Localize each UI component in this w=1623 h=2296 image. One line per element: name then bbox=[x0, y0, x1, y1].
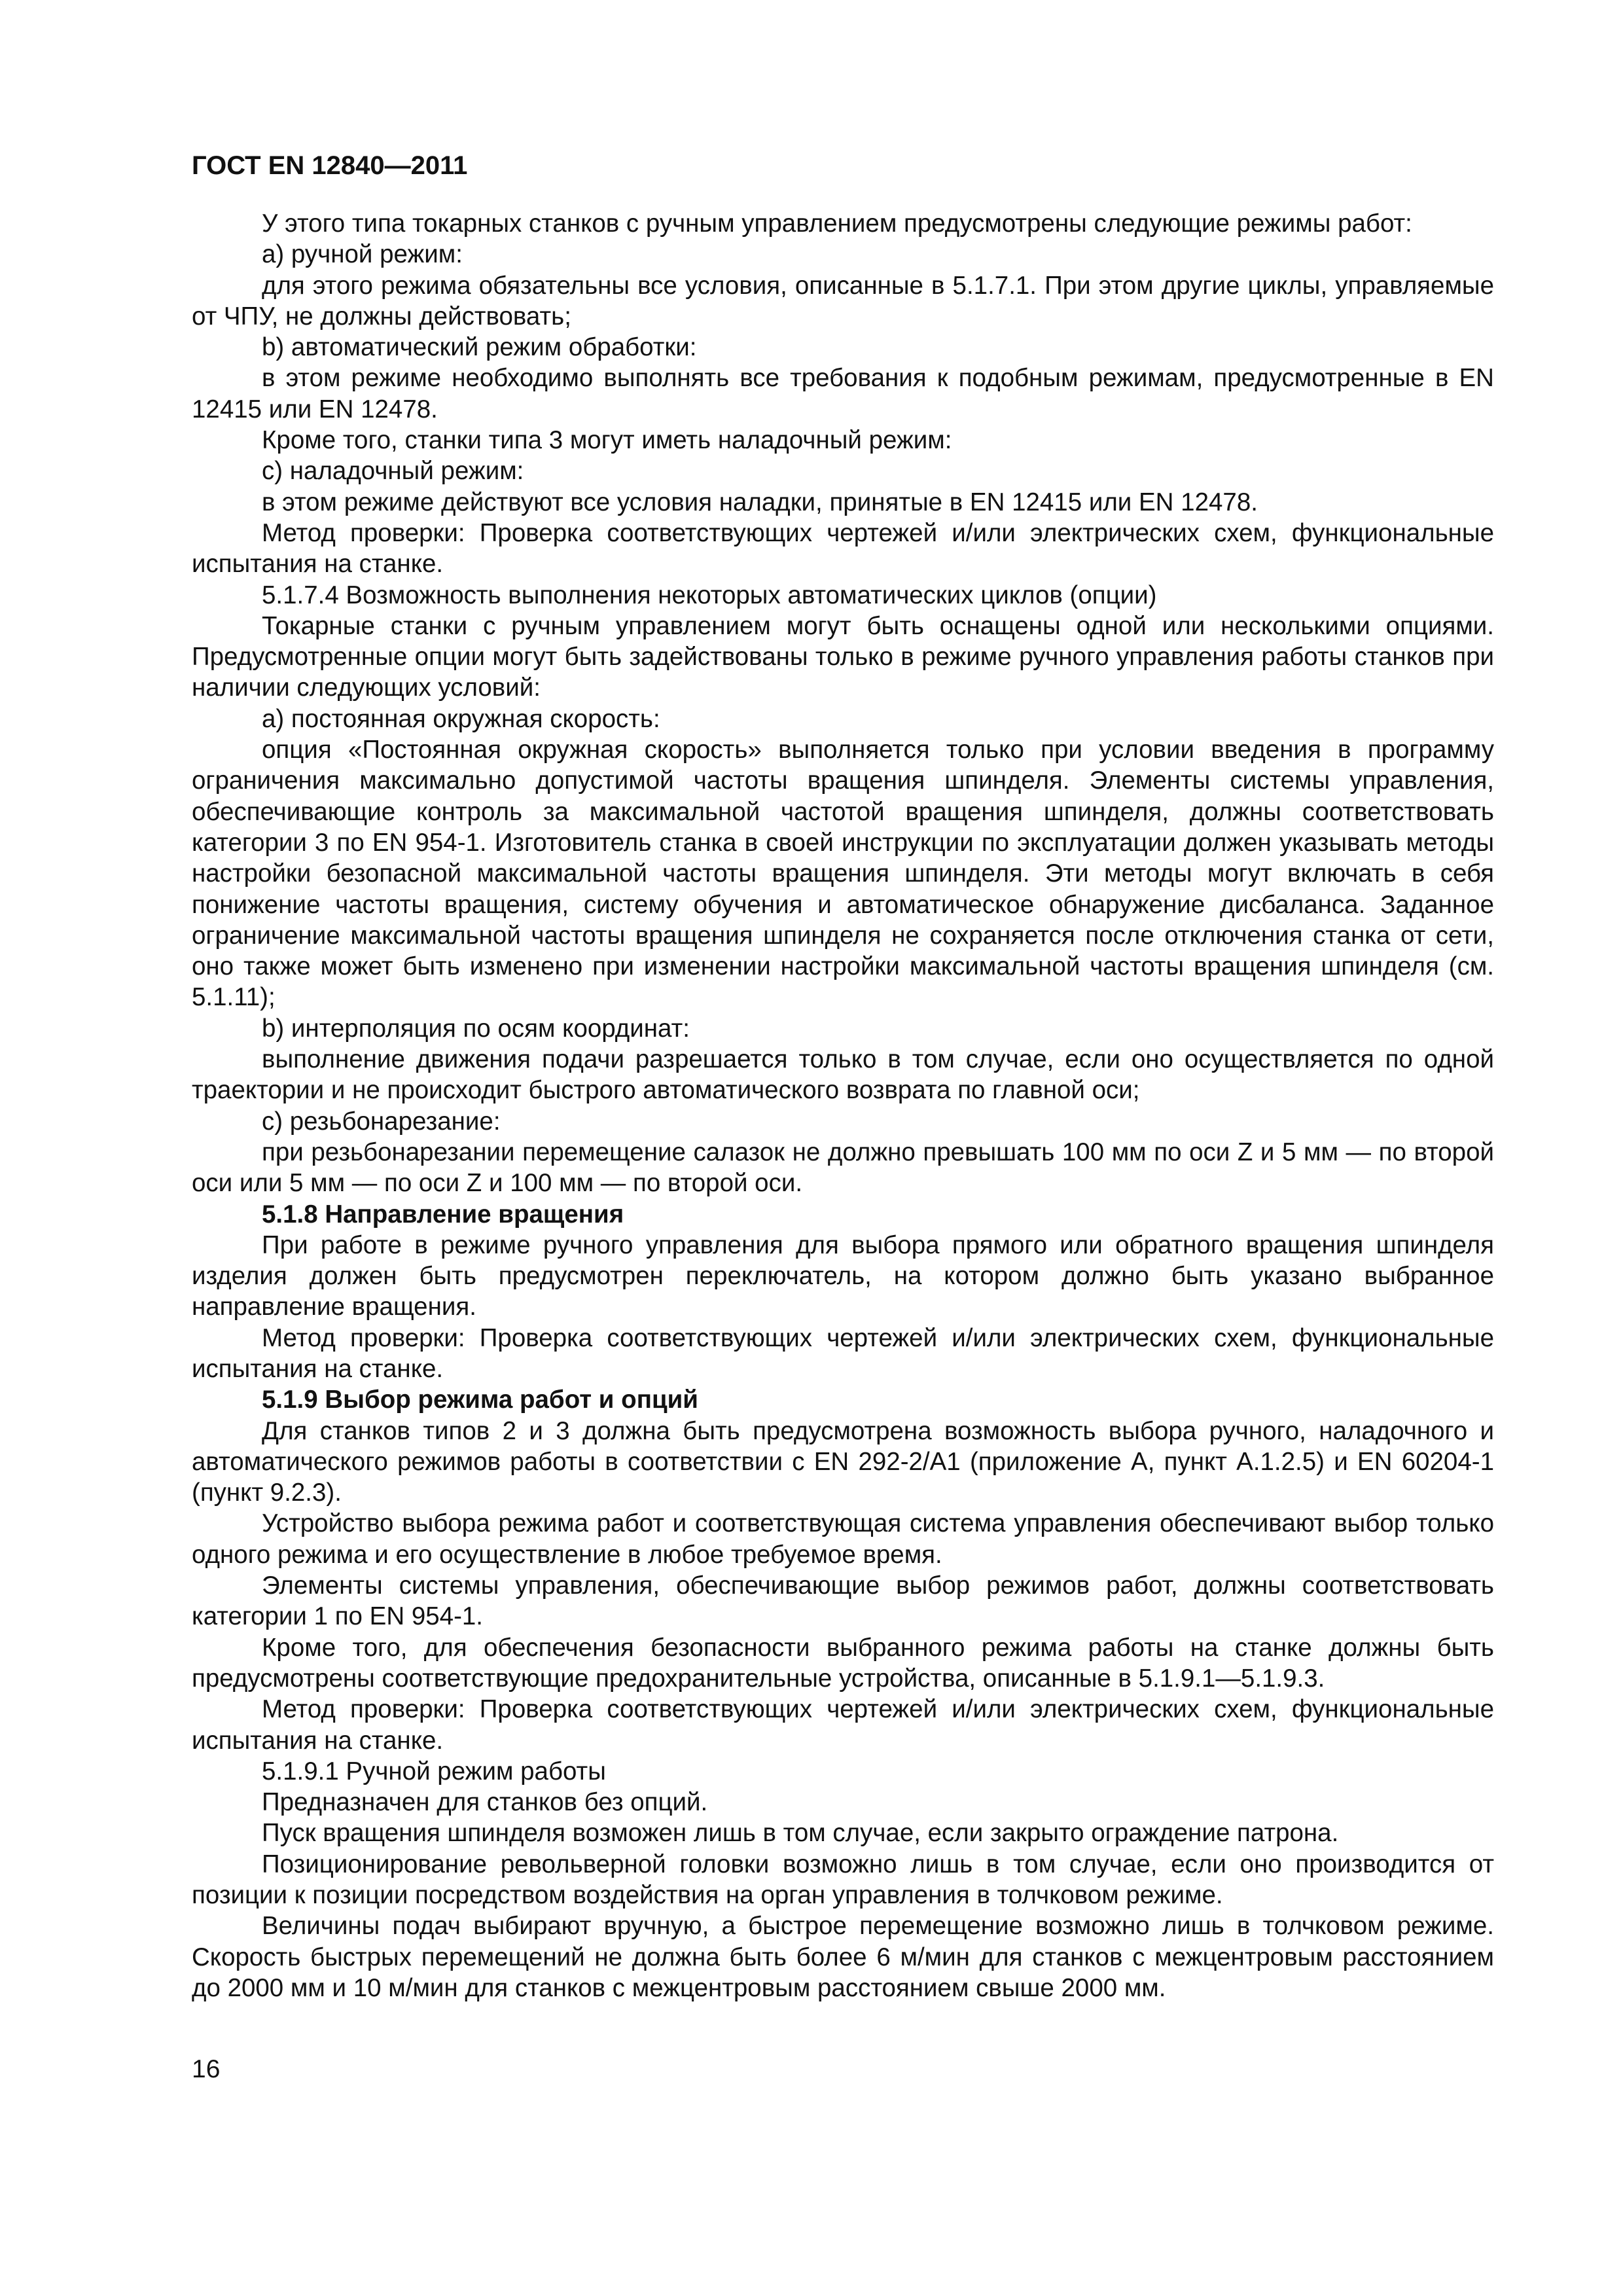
paragraph: выполнение движения подачи разрешается только в том случае, если оно осуществляется по одной траектории и не происходит быстрого автоматического возврата по главной оси; bbox=[192, 1045, 1494, 1105]
paragraph: опция «Постоянная окружная скорость» выполняется только при условии введения в программу ограничения максимально допустимой частоты вращения шпинделя. Элементы системы управления, обеспечивающие контроль за максимальной частотой вращения шпинделя, должны соответствовать категории 3 по EN 954-1. Изготовитель станка в своей инструкции по эксплуатации должен указывать методы настройки безопасной максимальной частоты вращения шпинделя. Эти методы могут включать в себя понижение частоты вращения, систему обучения и автоматическое обнаружение дисбаланса. Заданное ограничение максимальной частоты вращения шпинделя не сохраняется после отключения станка от сети, оно также может быть изменено при изменении настройки максимальной частоты вращения шпинделя (см. 5.1.11); bbox=[192, 736, 1494, 1012]
section-heading: 5.1.9 Выбор режима работ и опций bbox=[262, 1386, 698, 1414]
paragraph: Для станков типов 2 и 3 должна быть предусмотрена возможность выбора ручного, наладочного и автоматического режимов работы в соответствии с EN 292-2/A1 (приложение А, пункт А.1.2.5) и EN 60204-1 (пункт 9.2.3). bbox=[192, 1416, 1494, 1507]
paragraph: Позиционирование револьверной головки возможно лишь в том случае, если оно производится от позиции к позиции посредством воздействия на орган управления в толчковом режиме. bbox=[192, 1850, 1494, 1910]
subsection-heading: 5.1.9.1 Ручной режим работы bbox=[262, 1757, 606, 1785]
paragraph: При работе в режиме ручного управления для выбора прямого или обратного вращения шпинделя изделия должен быть предусмотрен переключатель, на котором должно быть указано выбранное направление вращения. bbox=[192, 1230, 1494, 1321]
page-number: 16 bbox=[192, 2055, 221, 2083]
document-body bbox=[192, 208, 1494, 2003]
paragraph: для этого режима обязательны все условия, описанные в 5.1.7.1. При этом другие циклы, управляемые от ЧПУ, не должны действовать; bbox=[192, 271, 1494, 331]
verification-method: Метод проверки: Проверка соответствующих чертежей и/или электрических схем, функциональные испытания на станке. bbox=[192, 1323, 1494, 1383]
list-item-label: b) автоматический режим обработки: bbox=[262, 333, 697, 362]
subsection-heading: 5.1.7.4 Возможность выполнения некоторых автоматических циклов (опции) bbox=[262, 581, 1157, 609]
paragraph: Элементы системы управления, обеспечивающие выбор режимов работ, должны соответствовать категории 1 по EN 954-1. bbox=[192, 1571, 1494, 1631]
list-item-label: b) интерполяция по осям координат: bbox=[262, 1014, 690, 1043]
paragraph: при резьбонарезании перемещение салазок не должно превышать 100 мм по оси Z и 5 мм — по второй оси или 5 мм — по оси Z и 100 мм — по второй оси. bbox=[192, 1138, 1494, 1198]
paragraph: Кроме того, станки типа 3 могут иметь наладочный режим: bbox=[262, 426, 952, 455]
list-item-label: с) наладочный режим: bbox=[262, 457, 524, 486]
section-heading: 5.1.8 Направление вращения bbox=[262, 1200, 624, 1229]
paragraph: Токарные станки с ручным управлением могут быть оснащены одной или несколькими опциями. Предусмотренные опции могут быть задействованы только в режиме ручного управления работы станков при наличии следующих условий: bbox=[192, 611, 1494, 702]
paragraph: Предназначен для станков без опций. bbox=[262, 1788, 708, 1817]
document-standard-header: ГОСТ EN 12840—2011 bbox=[192, 151, 468, 180]
paragraph: Устройство выбора режима работ и соответствующая система управления обеспечивают выбор только одного режима и его осуществление в любое требуемое время. bbox=[192, 1509, 1494, 1569]
list-item-label: а) постоянная окружная скорость: bbox=[262, 704, 660, 733]
paragraph: Пуск вращения шпинделя возможен лишь в том случае, если закрыто ограждение патрона. bbox=[262, 1819, 1339, 1848]
paragraph: Кроме того, для обеспечения безопасности выбранного режима работы на станке должны быть предусмотрены соответствующие предохранительные устройства, описанные в 5.1.9.1—5.1.9.3. bbox=[192, 1633, 1494, 1693]
verification-method: Метод проверки: Проверка соответствующих чертежей и/или электрических схем, функциональные испытания на станке. bbox=[192, 518, 1494, 579]
paragraph: в этом режиме необходимо выполнять все требования к подобным режимам, предусмотренные в EN 12415 или EN 12478. bbox=[192, 364, 1494, 423]
paragraph: У этого типа токарных станков с ручным управлением предусмотрены следующие режимы работ: bbox=[262, 209, 1412, 238]
list-item-label: с) резьбонарезание: bbox=[262, 1107, 501, 1136]
paragraph: в этом режиме действуют все условия наладки, принятые в EN 12415 или EN 12478. bbox=[262, 488, 1258, 516]
list-item-label: а) ручной режим: bbox=[262, 240, 463, 269]
paragraph: Величины подач выбирают вручную, а быстрое перемещение возможно лишь в толчковом режиме. Скорость быстрых перемещений не должна быть более 6 м/мин для станков с межцентровым расстоянием до 2000 мм и 10 м/мин для станков с межцентровым расстоянием свыше 2000 мм. bbox=[192, 1912, 1494, 2002]
verification-method: Метод проверки: Проверка соответствующих чертежей и/или электрических схем, функциональные испытания на станке. bbox=[192, 1695, 1494, 1755]
